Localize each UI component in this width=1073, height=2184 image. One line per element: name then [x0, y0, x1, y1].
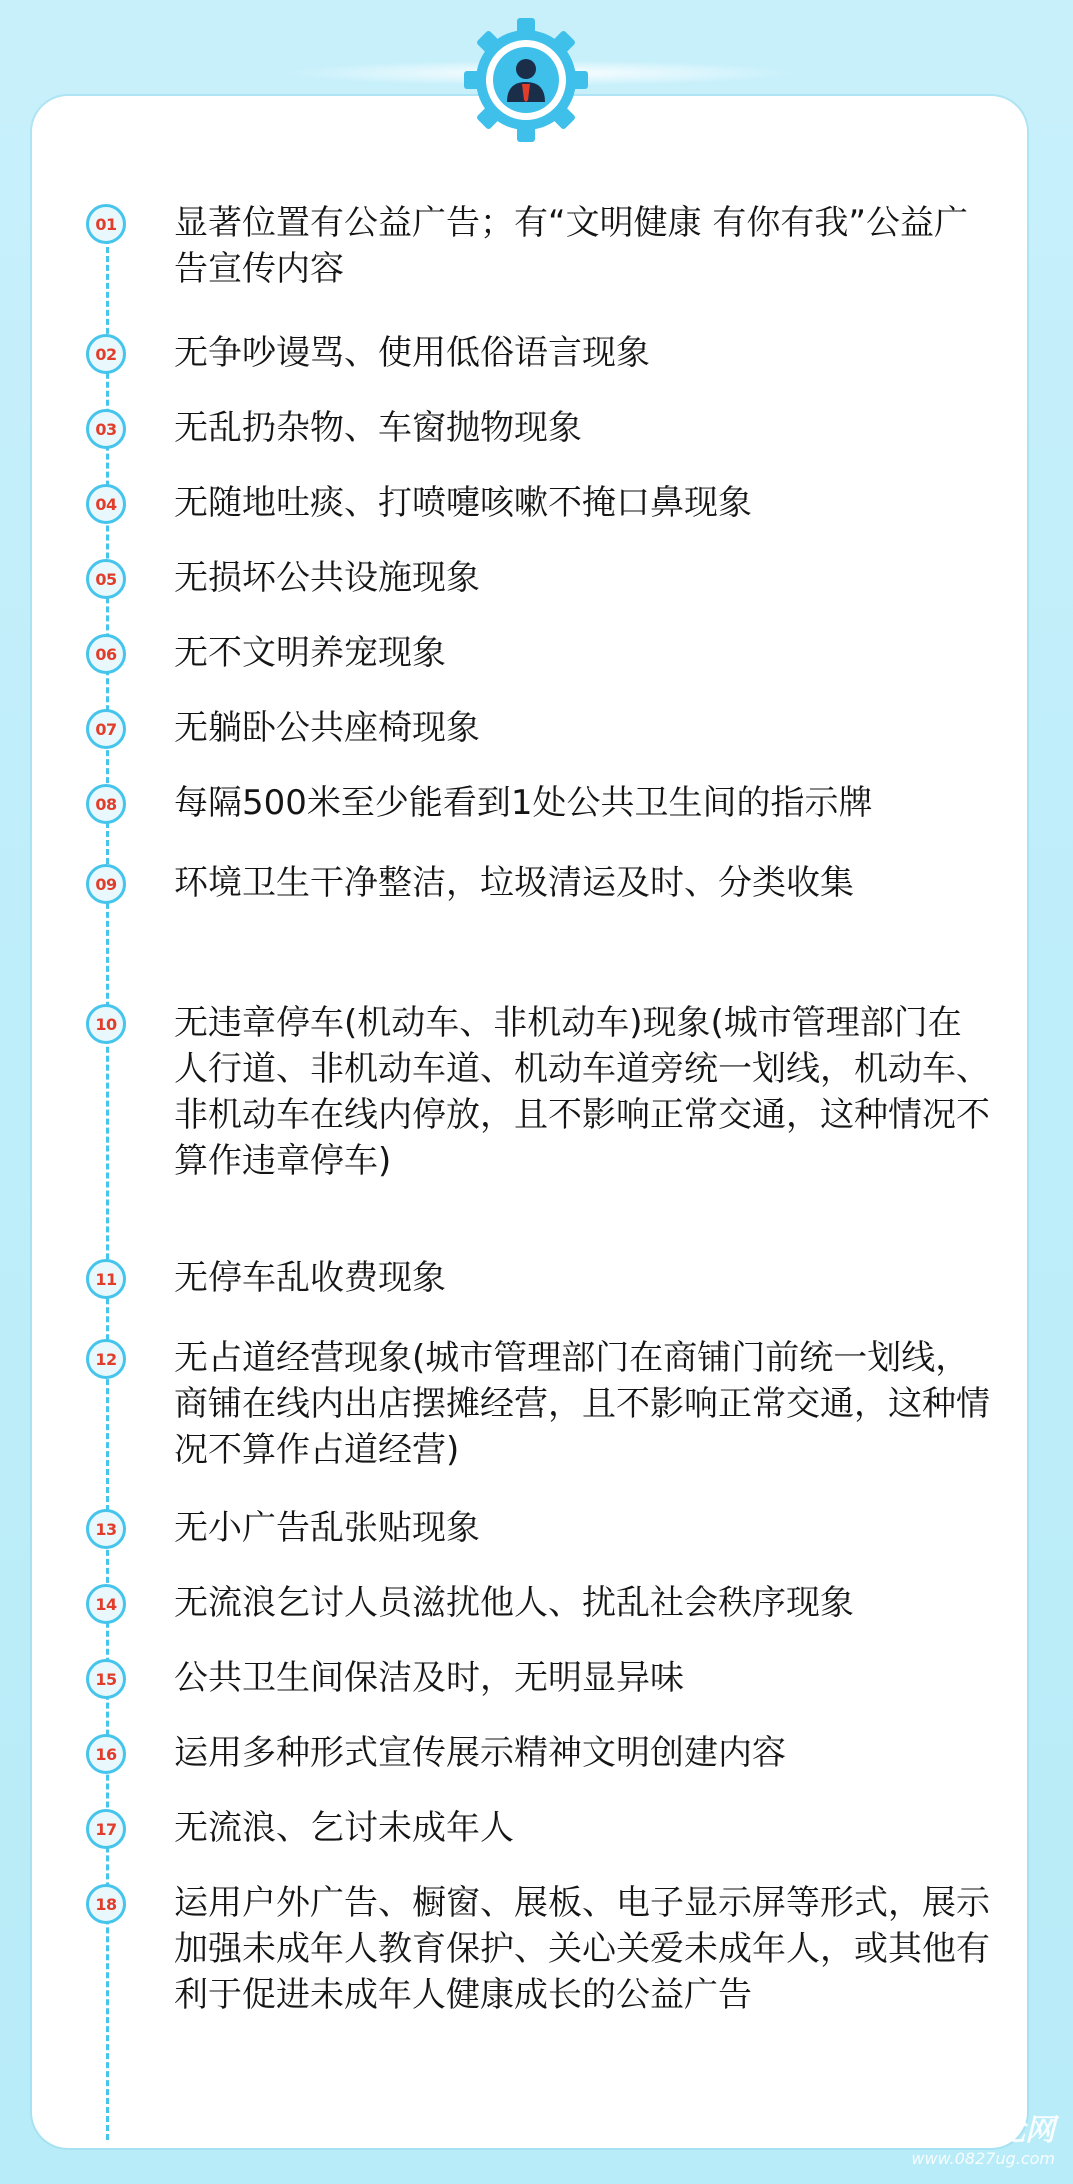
item-number: 03	[95, 419, 117, 439]
item-number: 04	[95, 494, 117, 514]
item-text: 无争吵谩骂、使用低俗语言现象	[174, 333, 650, 373]
item-text: 每隔500米至少能看到1处公共卫生间的指示牌	[174, 783, 873, 823]
item-number: 01	[95, 214, 117, 234]
item-text: 无小广告乱张贴现象	[174, 1508, 480, 1548]
item-number-badge	[86, 559, 126, 599]
item-text: 无躺卧公共座椅现象	[174, 708, 480, 748]
watermark-url: www.0827ug.com	[911, 2149, 1055, 2168]
item-number: 12	[95, 1349, 117, 1369]
item-text: 无不文明养宠现象	[174, 633, 446, 673]
item-text: 公共卫生间保洁及时，无明显异味	[174, 1658, 684, 1698]
item-text: 无占道经营现象(城市管理部门在商铺门前统一划线，商铺在线内出店摆摊经营，且不影响正常交通，这种情况不算作占道经营)	[174, 1338, 990, 1470]
item-number-badge	[86, 1884, 126, 1924]
item-number: 18	[95, 1894, 117, 1914]
item-text: 显著位置有公益广告；有“文明健康 有你有我”公益广告宣传内容	[174, 203, 969, 289]
item-number: 14	[95, 1594, 117, 1614]
item-text: 运用户外广告、橱窗、展板、电子显示屏等形式，展示加强未成年人教育保护、关心关爱未成年人，或其他有利于促进未成年人健康成长的公益广告	[174, 1883, 990, 2015]
item-number-badge	[86, 484, 126, 524]
item-number-badge	[86, 1509, 126, 1549]
item-number: 06	[95, 644, 117, 664]
item-text: 无停车乱收费现象	[174, 1258, 446, 1298]
item-text: 无随地吐痰、打喷嚏咳嗽不掩口鼻现象	[174, 483, 752, 523]
item-number: 15	[95, 1669, 117, 1689]
item-number-badge	[86, 409, 126, 449]
item-number-badge	[86, 709, 126, 749]
item-number-badge	[86, 1809, 126, 1849]
item-number-badge	[86, 784, 126, 824]
item-number-badge	[86, 1004, 126, 1044]
item-text: 无违章停车(机动车、非机动车)现象(城市管理部门在人行道、非机动车道、机动车道旁统一划线，机动车、非机动车在线内停放，且不影响正常交通，这种情况不算作违章停车)	[174, 1003, 990, 1181]
item-text: 运用多种形式宣传展示精神文明创建内容	[174, 1733, 786, 1773]
item-number-badge	[86, 1339, 126, 1379]
item-number-badge	[86, 1734, 126, 1774]
item-number: 11	[95, 1269, 117, 1289]
item-number: 02	[95, 344, 117, 364]
item-number: 07	[95, 719, 117, 739]
item-number: 13	[95, 1519, 117, 1539]
watermark	[911, 2105, 1055, 2168]
item-text: 环境卫生干净整洁，垃圾清运及时、分类收集	[174, 863, 854, 903]
item-number-badge	[86, 1584, 126, 1624]
item-number-badge	[86, 204, 126, 244]
item-number: 10	[95, 1014, 117, 1034]
item-text: 无流浪、乞讨未成年人	[174, 1808, 514, 1848]
item-number-badge	[86, 864, 126, 904]
item-text: 无乱扔杂物、车窗抛物现象	[174, 408, 582, 448]
item-number: 09	[95, 874, 117, 894]
item-text: 无损坏公共设施现象	[174, 558, 480, 598]
item-number: 05	[95, 569, 117, 589]
item-number-badge	[86, 1659, 126, 1699]
item-text: 无流浪乞讨人员滋扰他人、扰乱社会秩序现象	[174, 1583, 854, 1623]
item-number-badge	[86, 334, 126, 374]
watermark-logo-text: 广元网	[965, 2113, 1055, 2148]
item-number-badge	[86, 634, 126, 674]
item-number: 08	[95, 794, 117, 814]
item-number: 16	[95, 1744, 117, 1764]
item-number: 17	[95, 1819, 117, 1839]
person-gear-icon	[464, 18, 588, 142]
item-number-badge	[86, 1259, 126, 1299]
